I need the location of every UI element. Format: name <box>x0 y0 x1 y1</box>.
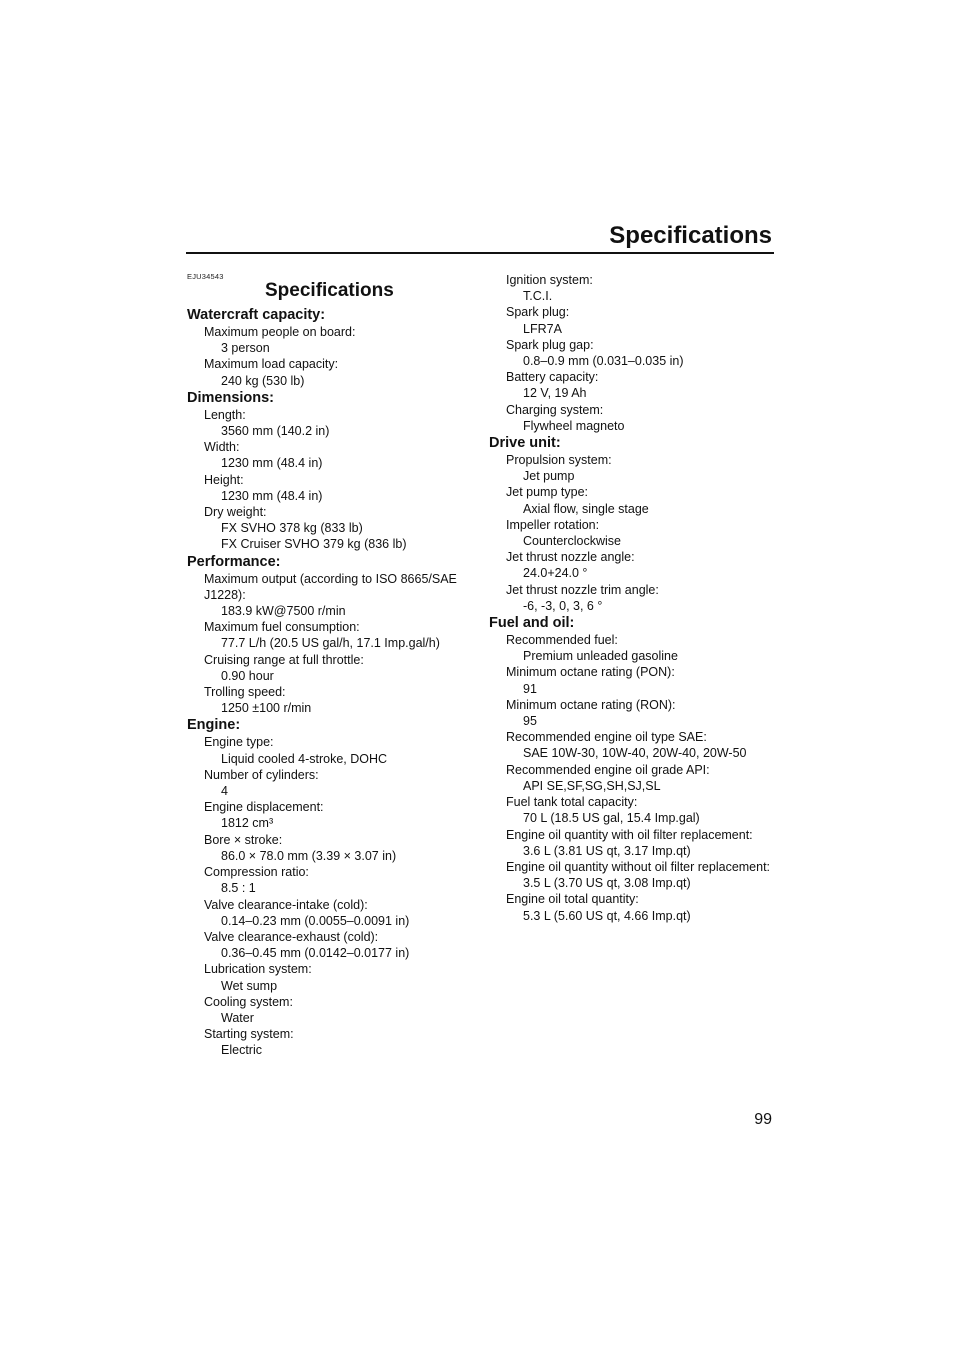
group-heading-engine: Engine: <box>187 717 241 734</box>
spec-value: Premium unleaded gasoline <box>523 649 678 664</box>
spec-value: 183.9 kW@7500 r/min <box>221 604 346 619</box>
spec-value: Electric <box>221 1043 262 1058</box>
spec-label: Compression ratio: <box>204 865 309 880</box>
spec-value: 5.3 L (5.60 US qt, 4.66 Imp.qt) <box>523 908 691 923</box>
page-number: 99 <box>754 1111 772 1128</box>
spec-value: API SE,SF,SG,SH,SJ,SL <box>523 778 661 793</box>
spec-label: Maximum output (according to ISO 8665/SAE <box>204 571 457 586</box>
spec-value: 0.14–0.23 mm (0.0055–0.0091 in) <box>221 913 410 928</box>
spec-label: Length: <box>204 407 246 422</box>
spec-value: 0.36–0.45 mm (0.0142–0.0177 in) <box>221 946 410 961</box>
spec-value: Counterclockwise <box>523 534 621 549</box>
spec-value: 12 V, 19 Ah <box>523 386 587 401</box>
section-title: Specifications <box>265 280 394 301</box>
spec-label: Engine oil total quantity: <box>506 892 639 907</box>
spec-label: Maximum people on board: <box>204 325 356 339</box>
spec-value: 1230 mm (48.4 in) <box>221 488 323 503</box>
spec-value: 86.0 × 78.0 mm (3.39 × 3.07 in) <box>221 848 397 863</box>
spec-value: LFR7A <box>523 321 562 336</box>
spec-value: 3.5 L (3.70 US qt, 3.08 Imp.qt) <box>523 876 691 891</box>
spec-value: 4 <box>221 784 228 799</box>
spec-label: Jet pump type: <box>506 485 588 500</box>
spec-label: Cooling system: <box>204 994 293 1009</box>
spec-value: 1812 cm³ <box>221 816 274 831</box>
spec-label: Dry weight: <box>204 505 267 520</box>
spec-value: Liquid cooled 4-stroke, DOHC <box>221 751 388 766</box>
spec-value: T.C.I. <box>523 289 553 304</box>
right-column <box>489 272 779 924</box>
spec-value: Wet sump <box>221 978 278 993</box>
spec-label: Valve clearance-intake (cold): <box>204 897 368 912</box>
spec-label: Maximum fuel consumption: <box>204 620 360 635</box>
spec-label: Trolling speed: <box>204 685 286 700</box>
spec-label: Spark plug: <box>506 305 570 320</box>
spec-label: Bore × stroke: <box>204 832 283 847</box>
spec-value: 240 kg (530 lb) <box>221 373 305 388</box>
spec-value: 3.6 L (3.81 US qt, 3.17 Imp.qt) <box>523 843 691 858</box>
spec-value: 3560 mm (140.2 in) <box>221 424 330 439</box>
spec-value: 0.8–0.9 mm (0.031–0.035 in) <box>523 354 684 369</box>
spec-label: Charging system: <box>506 402 604 417</box>
spec-value: Axial flow, single stage <box>523 501 649 516</box>
spec-label: Engine type: <box>204 735 274 750</box>
header-rule <box>186 252 774 254</box>
spec-value: 1230 mm (48.4 in) <box>221 456 323 471</box>
spec-label: Maximum load capacity: <box>204 357 339 372</box>
spec-value: -6, -3, 0, 3, 6 ° <box>523 598 603 613</box>
group-heading-watercraft: Watercraft capacity: <box>187 307 326 323</box>
running-header-title: Specifications <box>609 222 772 249</box>
spec-value: 91 <box>523 681 537 696</box>
spec-label: Ignition system: <box>506 273 593 287</box>
spec-label: Spark plug gap: <box>506 337 594 352</box>
spec-label: Jet thrust nozzle trim angle: <box>506 582 659 597</box>
left-column <box>187 272 477 1059</box>
spec-label: Propulsion system: <box>506 453 612 468</box>
doc-code: EJU34543 <box>187 272 224 281</box>
spec-value: 77.7 L/h (20.5 US gal/h, 17.1 Imp.gal/h) <box>221 636 440 651</box>
spec-label: Minimum octane rating (PON): <box>506 665 675 680</box>
spec-label: Width: <box>204 440 240 455</box>
spec-value: Water <box>221 1010 254 1025</box>
spec-value: FX Cruiser SVHO 379 kg (836 lb) <box>221 537 407 552</box>
spec-label: Lubrication system: <box>204 962 312 977</box>
group-heading-fuel-oil: Fuel and oil: <box>489 615 575 632</box>
spec-value: 8.5 : 1 <box>221 881 256 896</box>
spec-label: Engine oil quantity with oil filter replacement: <box>506 827 753 842</box>
spec-label: J1228): <box>204 587 246 602</box>
spec-label: Recommended engine oil grade API: <box>506 762 710 777</box>
spec-label: Number of cylinders: <box>204 767 319 782</box>
spec-value: 70 L (18.5 US gal, 15.4 Imp.gal) <box>523 811 700 826</box>
spec-label: Engine oil quantity without oil filter replacement: <box>506 859 771 874</box>
spec-label: Impeller rotation: <box>506 517 600 532</box>
spec-value: 3 person <box>221 341 270 356</box>
group-heading-drive-unit: Drive unit: <box>489 435 561 452</box>
spec-label: Battery capacity: <box>506 370 599 385</box>
spec-label: Engine displacement: <box>204 800 324 815</box>
spec-label: Jet thrust nozzle angle: <box>506 550 635 565</box>
spec-value: 1250 ±100 r/min <box>221 701 312 716</box>
spec-label: Height: <box>204 472 244 487</box>
spec-value: 24.0+24.0 ° <box>523 566 588 581</box>
spec-value: FX SVHO 378 kg (833 lb) <box>221 521 363 536</box>
spec-label: Starting system: <box>204 1027 294 1042</box>
spec-label: Valve clearance-exhaust (cold): <box>204 929 379 944</box>
spec-value: SAE 10W-30, 10W-40, 20W-40, 20W-50 <box>523 746 747 761</box>
spec-value: 95 <box>523 714 537 729</box>
spec-label: Recommended engine oil type SAE: <box>506 730 707 745</box>
spec-label: Minimum octane rating (RON): <box>506 697 676 712</box>
spec-label: Recommended fuel: <box>506 633 618 648</box>
spec-value: Jet pump <box>523 469 575 484</box>
spec-value: Flywheel magneto <box>523 418 625 433</box>
spec-label: Cruising range at full throttle: <box>204 652 364 667</box>
group-heading-performance: Performance: <box>187 553 281 570</box>
spec-value: 0.90 hour <box>221 668 274 683</box>
group-heading-dimensions: Dimensions: <box>187 389 275 406</box>
spec-label: Fuel tank total capacity: <box>506 795 638 810</box>
